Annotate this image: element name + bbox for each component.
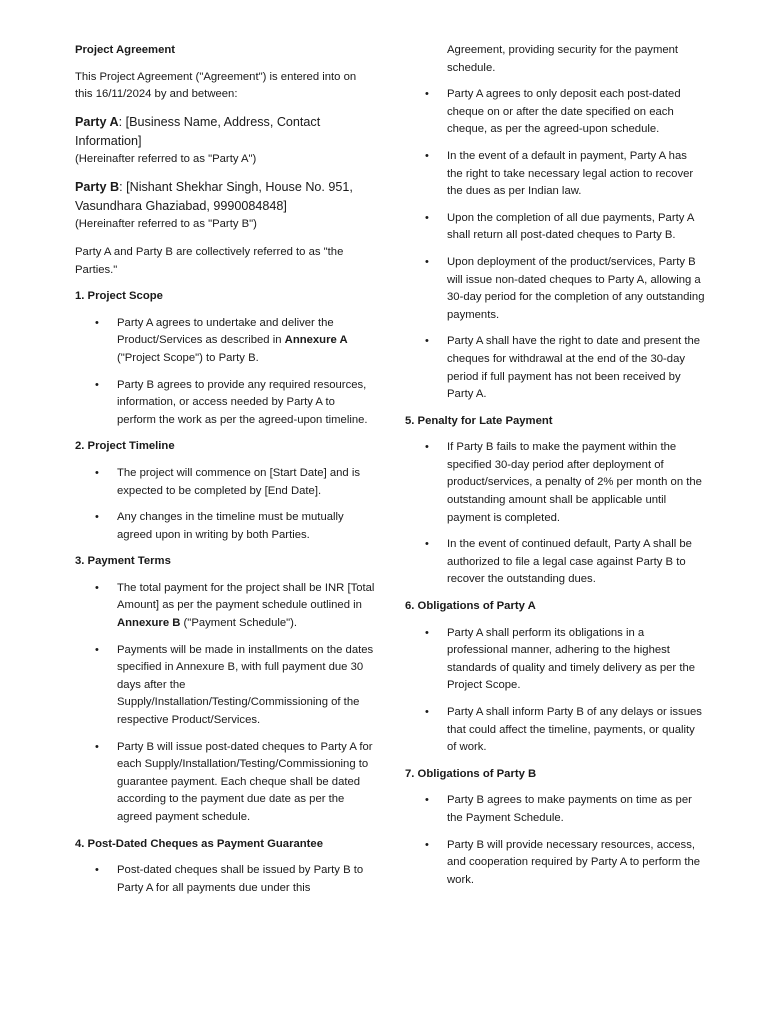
bullet-list <box>405 625 705 757</box>
list-item: • Party A agrees to only deposit each post-dated cheque on or after the date specified on each cheque, as per the agreed-upon schedule. <box>405 86 705 139</box>
annexure-b-ref: Annexure B <box>117 617 181 630</box>
party-a-block <box>75 113 375 151</box>
list-item: • Party A shall perform its obligations in a professional manner, adhering to the highest standards of quality and timely delivery as per the Project Scope. <box>405 625 705 695</box>
party-a-details: : [Business Name, Address, Contact Information] <box>75 114 321 148</box>
list-item: • In the event of a default in payment, Party A has the right to take necessary legal action to recover the dues as per Indian law. <box>405 148 705 201</box>
list-item <box>75 315 375 368</box>
list-item: • Party B will issue post-dated cheques to Party A for each Supply/Installation/Testing/Commissioning to guarantee payment. Each cheque shall be dated according to the payment due date as per the agreed payment schedule. <box>75 739 375 827</box>
list-item: • Party B agrees to provide any required resources, information, or access needed by Party A to perform the work as per the agreed-upon timeline. <box>75 377 375 430</box>
list-item-text: ("Project Scope") to Party B. <box>117 351 259 364</box>
collective-paragraph: Party A and Party B are collectively referred to as "the Parties." <box>75 245 344 276</box>
party-b-note: (Hereinafter referred to as "Party B") <box>75 218 257 231</box>
list-item-text: ("Payment Schedule"). <box>180 617 298 630</box>
bullet-list <box>405 86 705 404</box>
bullet-list <box>75 465 375 544</box>
section-heading: 6. Obligations of Party A <box>405 600 536 613</box>
section-heading: 4. Post-Dated Cheques as Payment Guarantee <box>75 837 323 850</box>
annexure-a-ref: Annexure A <box>284 334 348 347</box>
party-b-label: Party B <box>75 180 120 195</box>
bullet-list <box>75 315 375 430</box>
list-item <box>75 580 375 633</box>
list-item: • Payments will be made in installments on the dates specified in Annexure B, with full payment due 30 days after the Supply/Installation/Testing/Commissioning of the respective Product/Services. <box>75 642 375 730</box>
list-item-continuation: Agreement, providing security for the payment schedule. <box>447 44 679 74</box>
bullet-list <box>405 439 705 589</box>
list-item: • Party A shall inform Party B of any delays or issues that could affect the timeline, payments, or quality of work. <box>405 704 705 757</box>
bullet-list <box>75 580 375 827</box>
bullet-list <box>405 792 705 889</box>
list-item: • In the event of continued default, Party A shall be authorized to file a legal case against Party B to recover the outstanding dues. <box>405 536 705 589</box>
bullet-list <box>75 862 375 897</box>
document-title: Project Agreement <box>75 44 176 56</box>
party-a-label: Party A <box>75 114 119 129</box>
party-b-details: : [Nishant Shekhar Singh, House No. 951, Vasundhara Ghaziabad, 9990084848] <box>75 180 353 214</box>
party-a-note: (Hereinafter referred to as "Party A") <box>75 152 257 165</box>
list-item: • Party B will provide necessary resources, access, and cooperation required by Party A to perform the work. <box>405 837 705 890</box>
list-item: • Any changes in the timeline must be mutually agreed upon in writing by both Parties. <box>75 509 375 544</box>
list-item: • Party A shall have the right to date and present the cheques for withdrawal at the end of the 30-day period if full payment has not been received by Party A. <box>405 333 705 403</box>
left-column <box>75 42 375 906</box>
section-heading: 2. Project Timeline <box>75 440 175 453</box>
list-item: • Upon the completion of all due payments, Party A shall return all post-dated cheques to Party B. <box>405 210 705 245</box>
right-column <box>405 42 705 898</box>
section-heading: 3. Payment Terms <box>75 555 171 568</box>
intro-paragraph: This Project Agreement ("Agreement") is entered into on this 16/11/2024 by and between: <box>75 70 357 101</box>
party-b-block <box>75 178 375 216</box>
list-item: • Party B agrees to make payments on time as per the Payment Schedule. <box>405 792 705 827</box>
list-item: • The project will commence on [Start Date] and is expected to be completed by [End Date]. <box>75 465 375 500</box>
list-item: • Upon deployment of the product/services, Party B will issue non-dated cheques to Party A, allowing a 30-day period for the completion of any outstanding payments. <box>405 254 705 324</box>
section-heading: 7. Obligations of Party B <box>405 767 537 780</box>
list-item-text: Party A agrees to undertake and deliver the Product/Services as described in <box>117 316 334 347</box>
section-heading: 5. Penalty for Late Payment <box>405 414 553 427</box>
list-item: • If Party B fails to make the payment within the specified 30-day period after deployment of product/services, a penalty of 2% per month on the outstanding amount shall be applicable until payment is completed. <box>405 439 705 527</box>
section-heading: 1. Project Scope <box>75 290 163 303</box>
list-item: • Post-dated cheques shall be issued by Party B to Party A for all payments due under this <box>75 862 375 897</box>
list-item-text: The total payment for the project shall be INR [Total Amount] as per the payment schedule outlined in <box>117 581 375 612</box>
